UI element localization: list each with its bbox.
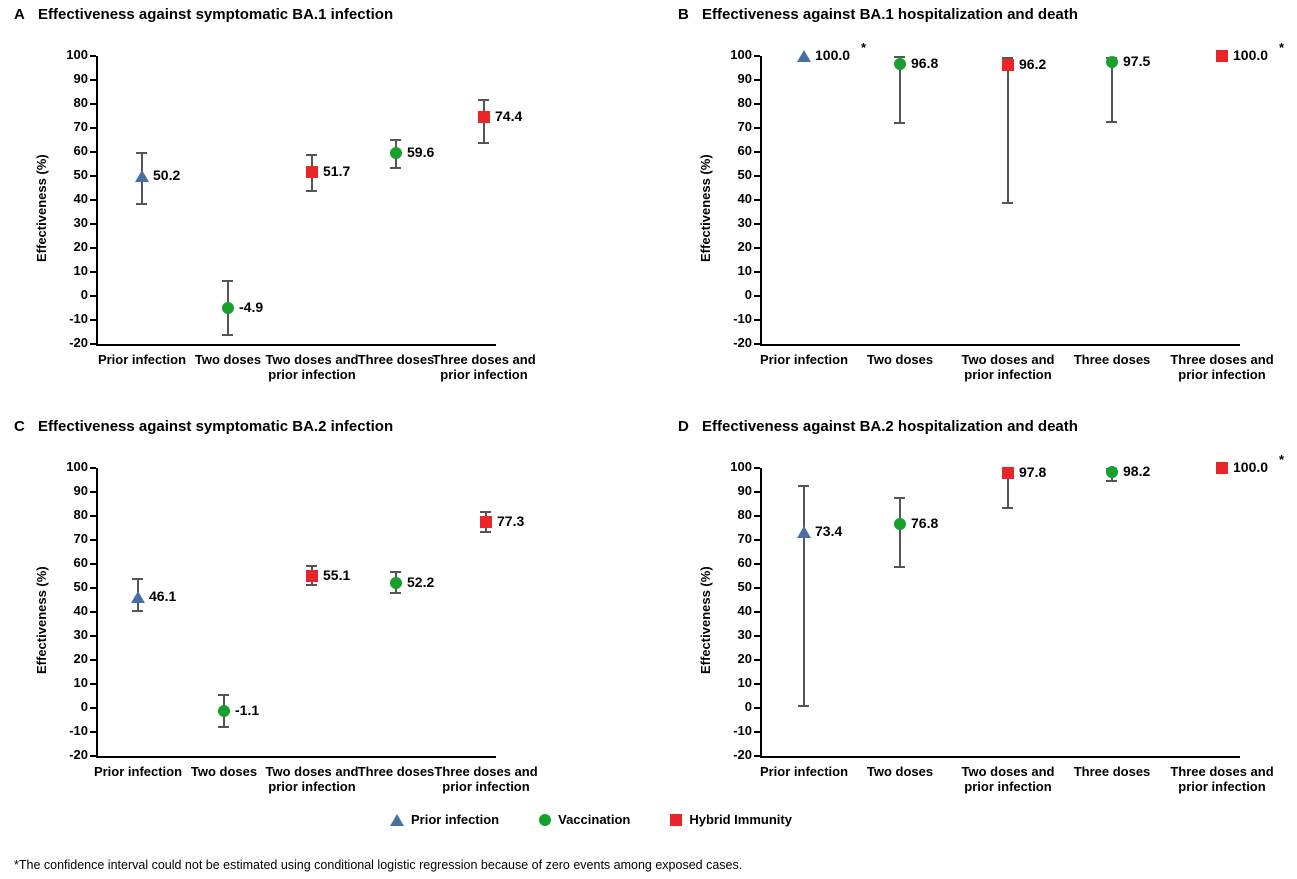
y-tick-label: 60 bbox=[737, 143, 752, 158]
data-point-square-marker bbox=[1002, 59, 1014, 71]
panel-a-letter: A bbox=[14, 6, 25, 23]
panel-d-title: Effectiveness against BA.2 hospitalization and death bbox=[702, 418, 1078, 435]
y-tick-label: 60 bbox=[73, 555, 88, 570]
y-tick-label: 10 bbox=[73, 675, 88, 690]
y-tick bbox=[90, 175, 96, 177]
y-tick-label: -10 bbox=[733, 723, 752, 738]
confidence-interval-cap-lower bbox=[132, 610, 143, 612]
y-tick bbox=[754, 151, 760, 153]
data-point-label: 100.0 bbox=[1233, 459, 1269, 475]
y-tick-label: -20 bbox=[733, 747, 752, 762]
y-tick bbox=[754, 683, 760, 685]
y-tick bbox=[90, 199, 96, 201]
y-tick-label: 50 bbox=[73, 579, 88, 594]
legend-label: Prior infection bbox=[411, 812, 500, 827]
x-category-label: Three doses and prior infection bbox=[1170, 764, 1274, 794]
y-tick-label: 0 bbox=[80, 287, 88, 302]
data-point-label: 98.2 bbox=[1123, 463, 1151, 480]
y-tick-label: 80 bbox=[73, 95, 88, 110]
y-tick-label: 50 bbox=[73, 167, 88, 182]
y-tick-label: 100 bbox=[730, 47, 752, 62]
confidence-interval-line bbox=[899, 497, 901, 568]
footnote-asterisk: * bbox=[1279, 40, 1285, 55]
confidence-interval-cap-upper bbox=[222, 280, 233, 282]
y-tick-label: 90 bbox=[73, 71, 88, 86]
y-tick bbox=[754, 659, 760, 661]
panel-b-letter: B bbox=[678, 6, 689, 23]
data-point-label: 77.3 bbox=[497, 513, 525, 530]
confidence-interval-cap-lower bbox=[390, 592, 401, 594]
confidence-interval-cap-lower bbox=[306, 190, 317, 192]
confidence-interval-cap-lower bbox=[1106, 121, 1117, 123]
data-point-circle-marker bbox=[1106, 466, 1118, 478]
y-tick bbox=[754, 731, 760, 733]
y-tick-label: 70 bbox=[737, 119, 752, 134]
y-tick-label: -10 bbox=[733, 311, 752, 326]
y-tick bbox=[754, 467, 760, 469]
y-tick bbox=[754, 515, 760, 517]
data-point-square-marker bbox=[1002, 467, 1014, 479]
x-category-label: Two doses and prior infection bbox=[265, 764, 359, 794]
x-category-label: Two doses bbox=[190, 764, 258, 779]
confidence-interval-cap-upper bbox=[132, 578, 143, 580]
y-axis-title: Effectiveness (%) bbox=[34, 154, 49, 262]
y-tick bbox=[90, 707, 96, 709]
y-tick-label: 20 bbox=[73, 651, 88, 666]
data-point-circle-marker bbox=[1106, 56, 1118, 68]
y-tick-label: 60 bbox=[737, 555, 752, 570]
y-tick bbox=[90, 55, 96, 57]
y-tick-label: 100 bbox=[730, 459, 752, 474]
data-point-triangle-marker bbox=[797, 526, 811, 538]
data-point-label: 100.0 bbox=[815, 47, 851, 63]
confidence-interval-cap-lower bbox=[390, 167, 401, 169]
y-axis-title: Effectiveness (%) bbox=[698, 154, 713, 262]
data-point-label: 74.4 bbox=[495, 108, 523, 125]
y-tick bbox=[90, 635, 96, 637]
confidence-interval-cap-upper bbox=[136, 152, 147, 154]
data-point-circle-marker bbox=[390, 147, 402, 159]
circle-marker-icon bbox=[539, 814, 551, 826]
x-category-label: Three doses and prior infection bbox=[434, 764, 538, 794]
y-tick bbox=[90, 539, 96, 541]
x-category-label: Three doses bbox=[357, 352, 435, 367]
panel-c-letter: C bbox=[14, 418, 25, 435]
y-axis-title: Effectiveness (%) bbox=[34, 566, 49, 674]
x-axis-line bbox=[96, 756, 496, 758]
y-tick bbox=[90, 491, 96, 493]
y-tick bbox=[754, 199, 760, 201]
y-tick-label: -20 bbox=[69, 747, 88, 762]
panel-c-title: Effectiveness against symptomatic BA.2 infection bbox=[38, 418, 394, 435]
confidence-interval-cap-lower bbox=[894, 566, 905, 568]
y-tick bbox=[754, 587, 760, 589]
confidence-interval-cap-upper bbox=[390, 139, 401, 141]
panel-c bbox=[14, 418, 634, 798]
triangle-marker-icon bbox=[390, 814, 404, 826]
x-category-label: Two doses and prior infection bbox=[961, 352, 1055, 382]
data-point-label: 100.0 bbox=[1233, 47, 1269, 63]
y-tick bbox=[754, 343, 760, 345]
y-tick-label: 90 bbox=[737, 483, 752, 498]
data-point-circle-marker bbox=[390, 577, 402, 589]
y-tick bbox=[90, 247, 96, 249]
data-point-label: 52.2 bbox=[407, 573, 435, 590]
y-tick bbox=[90, 731, 96, 733]
legend-label: Hybrid Immunity bbox=[689, 812, 792, 827]
confidence-interval-cap-lower bbox=[1106, 480, 1117, 482]
confidence-interval-cap-upper bbox=[306, 565, 317, 567]
y-tick bbox=[90, 103, 96, 105]
confidence-interval-cap-upper bbox=[798, 485, 809, 487]
data-point-square-marker bbox=[1216, 50, 1228, 62]
panel-b bbox=[678, 6, 1285, 386]
y-tick-label: 20 bbox=[737, 239, 752, 254]
legend-label: Vaccination bbox=[558, 812, 631, 827]
x-category-label: Three doses and prior infection bbox=[432, 352, 536, 382]
data-point-circle-marker bbox=[218, 705, 230, 717]
panel-a bbox=[14, 6, 634, 386]
panel-c-plot bbox=[14, 438, 634, 794]
x-category-label: Prior infection bbox=[97, 352, 187, 367]
y-tick bbox=[90, 563, 96, 565]
data-point-square-marker bbox=[480, 516, 492, 528]
y-tick-label: 80 bbox=[73, 507, 88, 522]
data-point-triangle-marker bbox=[797, 50, 811, 62]
y-axis-line bbox=[760, 468, 762, 756]
y-tick bbox=[754, 127, 760, 129]
y-tick bbox=[90, 271, 96, 273]
y-tick bbox=[754, 611, 760, 613]
x-category-label: Prior infection bbox=[93, 764, 183, 779]
y-axis-line bbox=[96, 56, 98, 344]
y-tick-label: 50 bbox=[737, 579, 752, 594]
y-axis-title: Effectiveness (%) bbox=[698, 566, 713, 674]
y-tick-label: 70 bbox=[737, 531, 752, 546]
y-tick bbox=[754, 755, 760, 757]
y-tick bbox=[754, 563, 760, 565]
y-tick-label: 40 bbox=[737, 191, 752, 206]
y-tick bbox=[90, 755, 96, 757]
x-category-label: Three doses and prior infection bbox=[1170, 352, 1274, 382]
y-tick bbox=[754, 707, 760, 709]
confidence-interval-cap-lower bbox=[478, 142, 489, 144]
panel-b-title: Effectiveness against BA.1 hospitalization and death bbox=[702, 6, 1078, 23]
y-tick-label: 20 bbox=[73, 239, 88, 254]
confidence-interval-cap-lower bbox=[480, 531, 491, 533]
confidence-interval-cap-lower bbox=[306, 584, 317, 586]
square-marker-icon bbox=[670, 814, 682, 826]
confidence-interval-cap-upper bbox=[306, 154, 317, 156]
footnote: *The confidence interval could not be estimated using conditional logistic regression because of zero events among exposed cases. bbox=[14, 858, 743, 872]
data-point-label: 76.8 bbox=[911, 514, 939, 531]
y-tick bbox=[754, 319, 760, 321]
y-tick-label: -20 bbox=[733, 335, 752, 350]
confidence-interval-cap-lower bbox=[222, 334, 233, 336]
data-point-square-marker bbox=[478, 111, 490, 123]
y-tick-label: 60 bbox=[73, 143, 88, 158]
y-tick bbox=[90, 467, 96, 469]
y-tick bbox=[90, 343, 96, 345]
y-tick-label: -10 bbox=[69, 311, 88, 326]
x-axis-line bbox=[96, 344, 496, 346]
data-point-label: 96.2 bbox=[1019, 56, 1047, 73]
x-category-label: Three doses bbox=[1073, 764, 1151, 779]
y-tick-label: 80 bbox=[737, 95, 752, 110]
y-tick-label: 70 bbox=[73, 531, 88, 546]
y-tick bbox=[90, 319, 96, 321]
footnote-asterisk: * bbox=[1279, 452, 1285, 467]
y-tick bbox=[90, 79, 96, 81]
confidence-interval-cap-upper bbox=[390, 571, 401, 573]
data-point-label: 46.1 bbox=[149, 588, 177, 605]
confidence-interval-cap-lower bbox=[218, 726, 229, 728]
y-tick-label: 0 bbox=[744, 287, 752, 302]
x-category-label: Two doses bbox=[194, 352, 262, 367]
x-category-label: Two doses bbox=[866, 764, 934, 779]
y-tick-label: 50 bbox=[737, 167, 752, 182]
y-tick bbox=[754, 175, 760, 177]
y-tick bbox=[90, 611, 96, 613]
data-point-circle-marker bbox=[894, 518, 906, 530]
y-tick bbox=[90, 151, 96, 153]
x-axis-line bbox=[760, 756, 1240, 758]
y-tick-label: 20 bbox=[737, 651, 752, 666]
data-point-square-marker bbox=[1216, 462, 1228, 474]
y-axis-line bbox=[96, 468, 98, 756]
y-tick-label: 10 bbox=[737, 263, 752, 278]
panel-a-title: Effectiveness against symptomatic BA.1 infection bbox=[38, 6, 394, 23]
data-point-label: 59.6 bbox=[407, 143, 435, 160]
data-point-circle-marker bbox=[894, 58, 906, 70]
confidence-interval-cap-lower bbox=[1002, 507, 1013, 509]
y-tick bbox=[754, 491, 760, 493]
y-tick bbox=[90, 127, 96, 129]
panel-d-letter: D bbox=[678, 418, 689, 435]
data-point-label: 51.7 bbox=[323, 162, 351, 179]
y-tick-label: 70 bbox=[73, 119, 88, 134]
y-tick bbox=[754, 539, 760, 541]
y-tick bbox=[90, 683, 96, 685]
legend-item bbox=[670, 812, 792, 827]
data-point-triangle-marker bbox=[131, 591, 145, 603]
confidence-interval-line bbox=[803, 485, 805, 707]
y-tick-label: 30 bbox=[73, 627, 88, 642]
y-tick-label: 80 bbox=[737, 507, 752, 522]
y-tick bbox=[754, 223, 760, 225]
y-tick-label: 30 bbox=[737, 627, 752, 642]
confidence-interval-cap-upper bbox=[480, 511, 491, 513]
y-tick-label: 30 bbox=[73, 215, 88, 230]
data-point-label: 97.5 bbox=[1123, 53, 1151, 69]
panel-d-plot bbox=[678, 438, 1285, 794]
y-tick-label: 100 bbox=[66, 47, 88, 62]
y-tick-label: 40 bbox=[73, 603, 88, 618]
y-tick bbox=[90, 587, 96, 589]
y-tick-label: -10 bbox=[69, 723, 88, 738]
y-tick-label: 0 bbox=[744, 699, 752, 714]
data-point-square-marker bbox=[306, 166, 318, 178]
data-point-label: 97.8 bbox=[1019, 464, 1047, 481]
confidence-interval-cap-upper bbox=[218, 694, 229, 696]
panel-b-plot bbox=[678, 26, 1285, 382]
y-tick-label: 40 bbox=[737, 603, 752, 618]
y-tick bbox=[754, 635, 760, 637]
y-tick bbox=[90, 659, 96, 661]
panel-a-plot bbox=[14, 26, 634, 382]
data-point-square-marker bbox=[306, 570, 318, 582]
y-tick-label: 0 bbox=[80, 699, 88, 714]
legend-item bbox=[390, 812, 499, 827]
x-category-label: Two doses and prior infection bbox=[961, 764, 1055, 794]
legend-item bbox=[539, 812, 630, 827]
y-tick bbox=[90, 515, 96, 517]
legend bbox=[390, 812, 822, 827]
y-tick bbox=[754, 79, 760, 81]
y-tick-label: 10 bbox=[737, 675, 752, 690]
y-tick-label: 30 bbox=[737, 215, 752, 230]
y-tick bbox=[90, 223, 96, 225]
x-category-label: Two doses bbox=[866, 352, 934, 367]
x-category-label: Prior infection bbox=[759, 352, 849, 367]
y-tick-label: 100 bbox=[66, 459, 88, 474]
y-tick bbox=[754, 247, 760, 249]
x-category-label: Three doses bbox=[357, 764, 435, 779]
confidence-interval-cap-lower bbox=[798, 705, 809, 707]
y-tick bbox=[90, 295, 96, 297]
data-point-label: -4.9 bbox=[239, 298, 264, 315]
confidence-interval-line bbox=[1007, 57, 1009, 203]
y-tick bbox=[754, 103, 760, 105]
y-tick-label: 90 bbox=[73, 483, 88, 498]
panel-d bbox=[678, 418, 1285, 798]
confidence-interval-cap-lower bbox=[894, 122, 905, 124]
y-tick-label: 10 bbox=[73, 263, 88, 278]
data-point-label: 55.1 bbox=[323, 566, 351, 583]
y-tick bbox=[754, 271, 760, 273]
x-category-label: Two doses and prior infection bbox=[265, 352, 359, 382]
y-tick bbox=[754, 55, 760, 57]
data-point-label: 73.4 bbox=[815, 522, 843, 539]
confidence-interval-cap-upper bbox=[478, 99, 489, 101]
data-point-circle-marker bbox=[222, 302, 234, 314]
data-point-label: 50.2 bbox=[153, 166, 181, 183]
x-category-label: Prior infection bbox=[759, 764, 849, 779]
x-category-label: Three doses bbox=[1073, 352, 1151, 367]
confidence-interval-cap-lower bbox=[1002, 202, 1013, 204]
confidence-interval-cap-upper bbox=[894, 497, 905, 499]
y-axis-line bbox=[760, 56, 762, 344]
y-tick-label: 40 bbox=[73, 191, 88, 206]
y-tick-label: -20 bbox=[69, 335, 88, 350]
footnote-asterisk: * bbox=[861, 40, 867, 55]
confidence-interval-cap-lower bbox=[136, 203, 147, 205]
data-point-label: -1.1 bbox=[235, 701, 260, 718]
y-tick bbox=[754, 295, 760, 297]
data-point-triangle-marker bbox=[135, 170, 149, 182]
x-axis-line bbox=[760, 344, 1240, 346]
y-tick-label: 90 bbox=[737, 71, 752, 86]
data-point-label: 96.8 bbox=[911, 54, 939, 71]
